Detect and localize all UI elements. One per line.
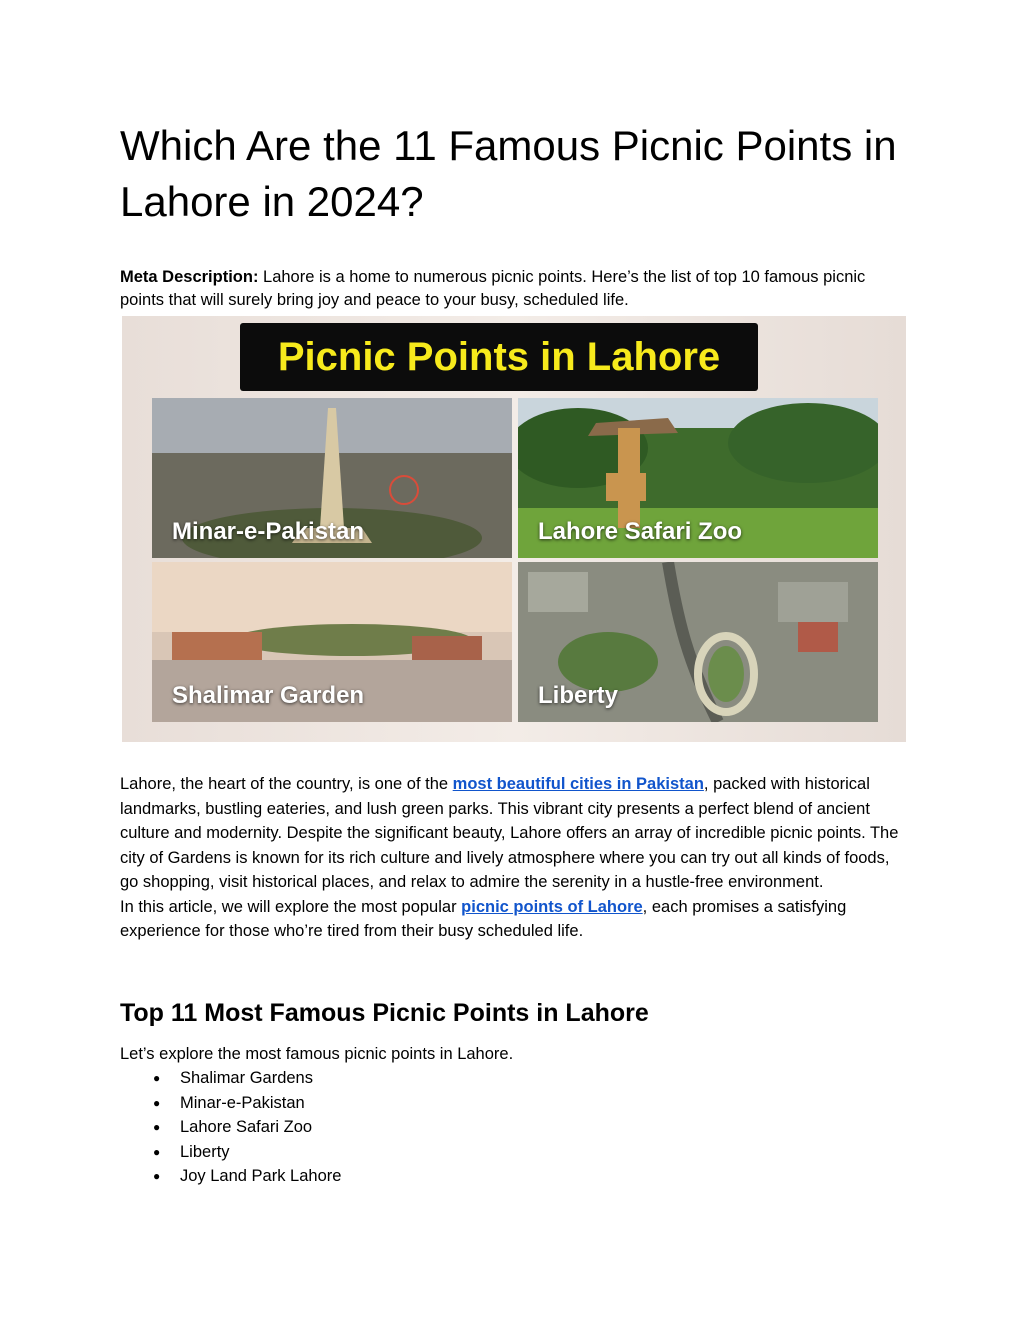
tile-liberty — [518, 562, 878, 722]
tile-caption: Minar-e-Pakistan — [172, 518, 365, 545]
link-most-beautiful-cities[interactable]: most beautiful cities in Pakistan — [452, 775, 704, 793]
tile-caption: Lahore Safari Zoo — [538, 518, 743, 545]
list-item: ● Shalimar Gardens — [120, 1066, 341, 1091]
meta-text: Lahore is a home to numerous picnic points. Here’s the list of top 10 famous picnic points that will surely bring joy and peace to your busy, scheduled life. — [120, 268, 866, 309]
tile-lahore-safari-zoo — [518, 398, 878, 558]
article-scope-paragraph — [120, 895, 910, 944]
scope-text: , each promises a satisfying experience for those who’re tired from their busy scheduled life. — [120, 897, 847, 940]
meta-description — [120, 266, 910, 312]
page-title: Which Are the 11 Famous Picnic Points in Lahore in 2024? — [120, 122, 897, 225]
tile-caption: Liberty — [538, 682, 619, 709]
hero-image — [122, 316, 906, 742]
hero-banner: Picnic Points in Lahore — [240, 323, 758, 391]
tile-caption: Shalimar Garden — [172, 682, 365, 709]
intro-section — [120, 772, 910, 944]
tile-minar-e-pakistan — [152, 398, 512, 558]
picnic-points-list — [120, 1066, 341, 1189]
meta-label: Meta Description: — [120, 268, 259, 286]
section-lead: Let’s explore the most famous picnic points in Lahore. — [120, 1045, 514, 1063]
intro-text: , packed with historical landmarks, bustling eateries, and lush green parks. This vibrant city presents a perfect blend of ancient culture and modernity. Despite the significant beauty, Lahore offers an array of incredible picnic points. The city of Gardens is known for its rich culture and lively atmosphere where you can try out all kinds of foods, go shopping, visit historical places, and relax to admire the serenity in a hustle-free environment. — [120, 775, 899, 891]
section-heading: Top 11 Most Famous Picnic Points in Lahore — [120, 999, 649, 1027]
intro-text: Lahore, the heart of the country, is one of the — [120, 775, 453, 793]
list-item: ● Minar-e-Pakistan — [120, 1091, 341, 1116]
tile-shalimar-garden — [152, 562, 512, 722]
list-item: ● Lahore Safari Zoo — [120, 1115, 341, 1140]
scope-text: In this article, we will explore the most popular — [120, 897, 462, 916]
link-picnic-points-lahore[interactable]: picnic points of Lahore — [461, 897, 643, 916]
intro-paragraph — [120, 772, 910, 895]
list-item: ● Joy Land Park Lahore — [120, 1164, 341, 1189]
list-item: ● Liberty — [120, 1140, 341, 1165]
